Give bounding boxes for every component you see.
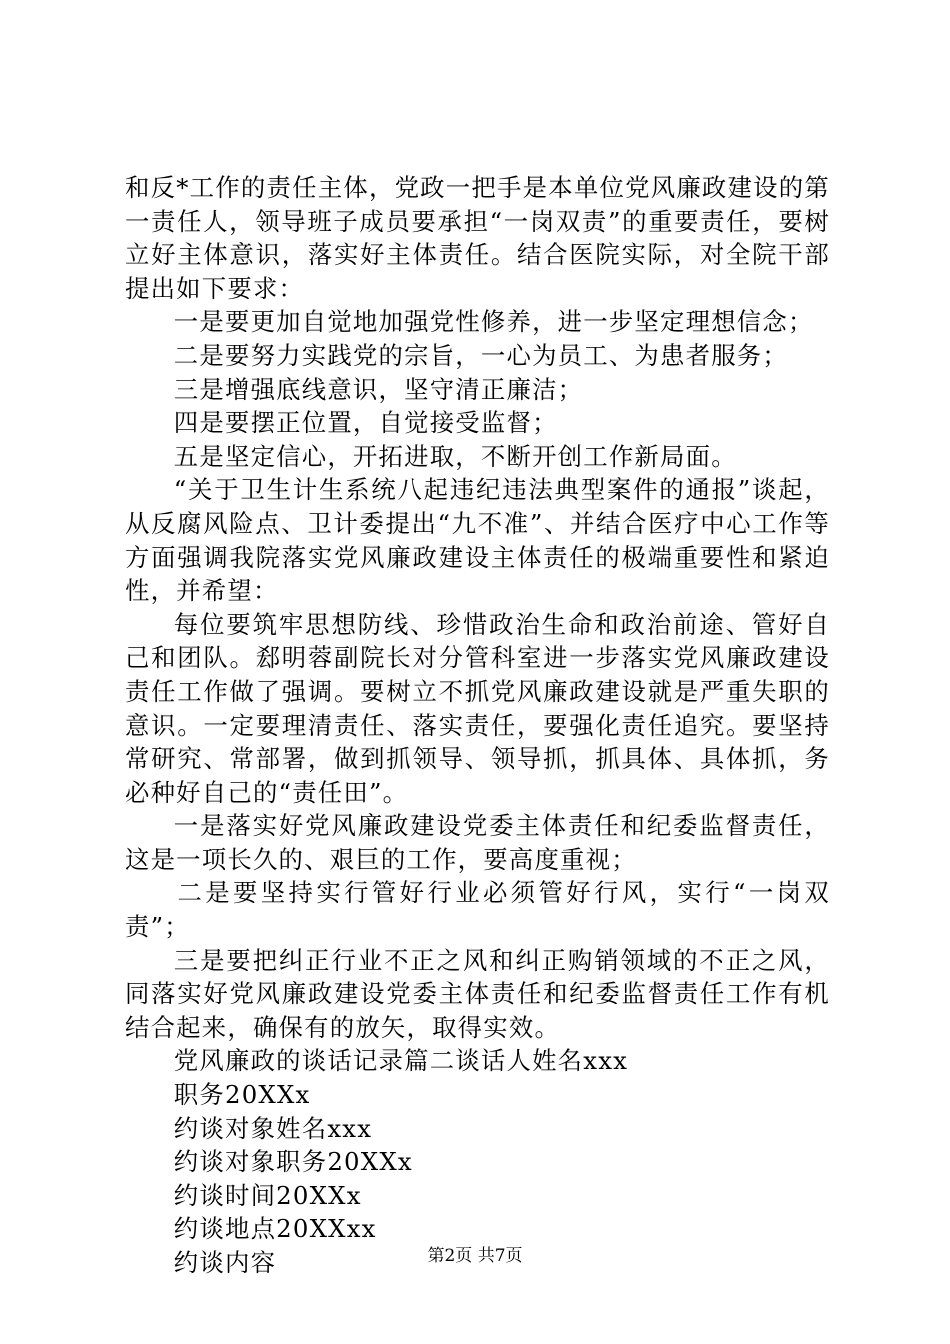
paragraph: 四是要摆正位置，自觉接受监督；	[173, 408, 558, 438]
paragraph: 一是落实好党风廉政建设党委主体责任和纪委监督责任，这是一项长久的、艰巨的工作，要高度重视；	[125, 811, 830, 874]
paragraph: “关于卫生计生系统八起违纪违法典型案件的通报”谈起，从反腐风险点、卫计委提出“九不准”、并结合医疗中心工作等方面强调我院落实党风廉政建设主体责任的极端重要性和紧迫性，并希望：	[125, 475, 830, 606]
paragraph: 三是增强底线意识，坚守清正廉洁；	[173, 374, 584, 404]
paragraph: 五是坚定信心，开拓进取，不断开创工作新局面。	[173, 441, 737, 471]
paragraph: 职务20XXx	[173, 1080, 311, 1110]
paragraph: 一是要更加自觉地加强党性修养，进一步坚定理想信念；	[173, 307, 814, 337]
paragraph: 和反*工作的责任主体，党政一把手是本单位党风廉政建设的第一责任人，领导班子成员要承担“一岗双责”的重要责任，要树立好主体意识，落实好主体责任。结合医院实际，对全院干部提出如下要求：	[125, 173, 830, 303]
page-number-footer: 第2页 共7页	[427, 1246, 523, 1266]
paragraph: 二是要努力实践党的宗旨，一心为员工、为患者服务；	[173, 340, 788, 370]
paragraph: 约谈对象姓名xxx	[173, 1113, 373, 1143]
paragraph: 约谈时间20XXx	[173, 1180, 362, 1210]
paragraph: 约谈地点20XXxx	[173, 1214, 377, 1244]
document-body	[125, 171, 830, 1280]
paragraph: 二是要坚持实行管好行业必须管好行风，实行“一岗双责”；	[125, 878, 830, 942]
paragraph: 约谈内容	[173, 1248, 277, 1277]
paragraph: 党风廉政的谈话记录篇二谈话人姓名xxx	[173, 1046, 629, 1076]
paragraph: 约谈对象职务20XXx	[173, 1147, 413, 1177]
paragraph: 每位要筑牢思想防线、珍惜政治生命和政治前途、管好自己和团队。郄明蓉副院长对分管科室进一步落实党风廉政建设责任工作做了强调。要树立不抓党风廉政建设就是严重失职的意识。一定要理清责任、落实责任，要强化责任追究。要坚持常研究、常部署，做到抓领导、领导抓，抓具体、具体抓，务必种好自己的“责任田”。	[125, 609, 830, 807]
paragraph: 三是要把纠正行业不正之风和纠正购销领域的不正之风，同落实好党风廉政建设党委主体责任和纪委监督责任工作有机结合起来，确保有的放矢，取得实效。	[125, 945, 830, 1042]
